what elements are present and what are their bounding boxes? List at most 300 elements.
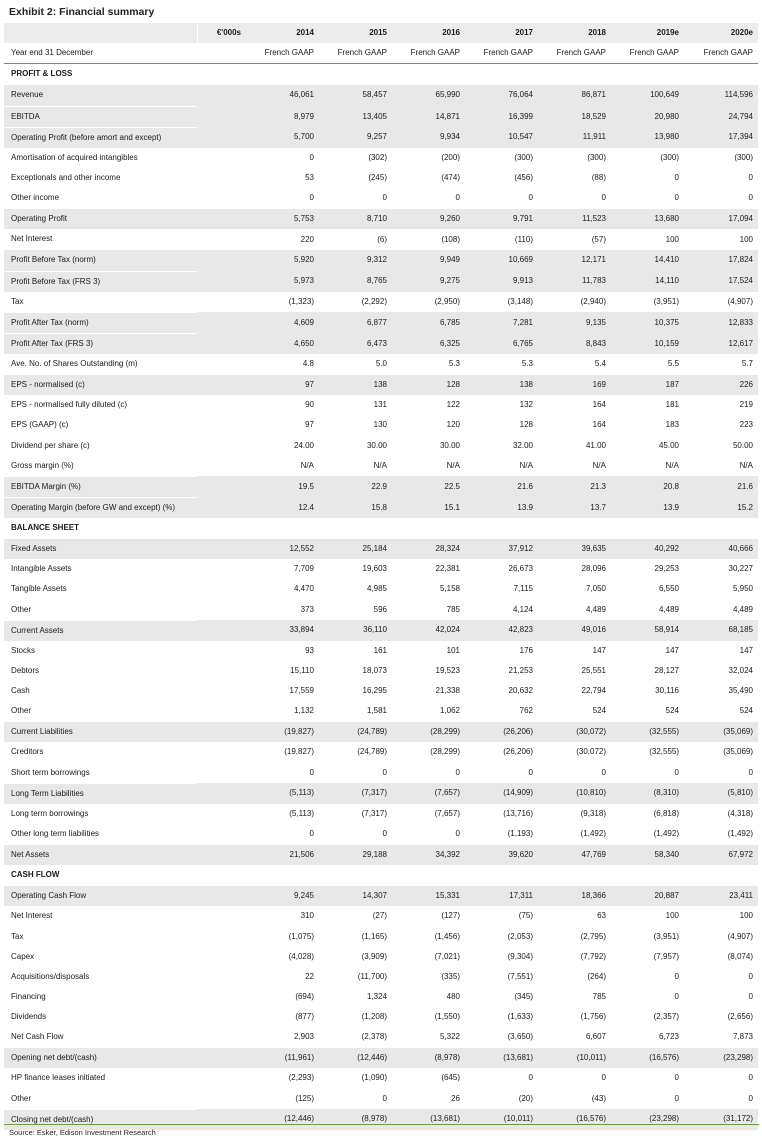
value-cell bbox=[684, 64, 758, 85]
year-header: 2017 bbox=[465, 23, 538, 43]
value-cell: 6,877 bbox=[319, 312, 392, 333]
value-cell: (19,827) bbox=[246, 722, 319, 743]
value-cell: (23,298) bbox=[611, 1109, 684, 1130]
exhibit-title: Exhibit 2: Financial summary bbox=[9, 6, 155, 18]
value-cell: 13,405 bbox=[319, 106, 392, 127]
value-cell: (300) bbox=[684, 148, 758, 168]
value-cell: 30,227 bbox=[684, 559, 758, 579]
value-cell: 9,257 bbox=[319, 127, 392, 148]
unit-cell bbox=[197, 947, 246, 967]
value-cell: 164 bbox=[538, 415, 611, 435]
value-cell: 97 bbox=[246, 415, 319, 435]
row-label: Net Interest bbox=[4, 229, 197, 250]
value-cell: 86,871 bbox=[538, 85, 611, 106]
row-label: Long term borrowings bbox=[4, 804, 197, 824]
value-cell: (4,318) bbox=[684, 804, 758, 824]
value-cell: N/A bbox=[611, 456, 684, 477]
value-cell: 5.5 bbox=[611, 354, 684, 375]
value-cell: 45.00 bbox=[611, 436, 684, 456]
source-note: Source: Esker, Edison Investment Research bbox=[4, 1124, 759, 1141]
unit-cell bbox=[197, 906, 246, 926]
value-cell bbox=[684, 518, 758, 539]
value-cell: (2,950) bbox=[392, 292, 465, 313]
value-cell: 596 bbox=[319, 600, 392, 621]
value-cell: 101 bbox=[392, 641, 465, 661]
value-cell: 132 bbox=[465, 395, 538, 415]
value-cell: 7,281 bbox=[465, 312, 538, 333]
value-cell: 9,934 bbox=[392, 127, 465, 148]
value-cell: 25,184 bbox=[319, 539, 392, 560]
value-cell: 49,016 bbox=[538, 620, 611, 641]
value-cell: 5,973 bbox=[246, 271, 319, 292]
value-cell: 9,913 bbox=[465, 271, 538, 292]
unit-cell bbox=[197, 1048, 246, 1069]
value-cell: 10,547 bbox=[465, 127, 538, 148]
value-cell: (7,657) bbox=[392, 783, 465, 804]
value-cell: 17,311 bbox=[465, 886, 538, 907]
value-cell: (12,446) bbox=[246, 1109, 319, 1130]
unit-cell bbox=[197, 1007, 246, 1027]
value-cell: 6,607 bbox=[538, 1027, 611, 1048]
value-cell: N/A bbox=[246, 456, 319, 477]
row-label: Dividend per share (c) bbox=[4, 436, 197, 456]
value-cell: (474) bbox=[392, 168, 465, 188]
value-cell: 12.4 bbox=[246, 497, 319, 518]
unit-cell bbox=[197, 579, 246, 599]
row-label: Profit Before Tax (norm) bbox=[4, 250, 197, 271]
value-cell: 30,116 bbox=[611, 681, 684, 701]
value-cell: (19,827) bbox=[246, 742, 319, 762]
row-label: Exceptionals and other income bbox=[4, 168, 197, 188]
value-cell: 76,064 bbox=[465, 85, 538, 106]
value-cell: 18,366 bbox=[538, 886, 611, 907]
row-label: Other bbox=[4, 600, 197, 621]
table-row bbox=[4, 415, 758, 435]
unit-cell bbox=[197, 927, 246, 947]
value-cell: (23,298) bbox=[684, 1048, 758, 1069]
unit-cell bbox=[197, 354, 246, 375]
value-cell: (28,299) bbox=[392, 722, 465, 743]
row-label: Gross margin (%) bbox=[4, 456, 197, 477]
value-cell: 5,920 bbox=[246, 250, 319, 271]
value-cell: (10,810) bbox=[538, 783, 611, 804]
value-cell: (200) bbox=[392, 148, 465, 168]
value-cell: (1,456) bbox=[392, 927, 465, 947]
value-cell: (1,492) bbox=[684, 824, 758, 845]
value-cell: 147 bbox=[538, 641, 611, 661]
table-row bbox=[4, 312, 758, 333]
value-cell: 169 bbox=[538, 375, 611, 396]
value-cell bbox=[611, 865, 684, 886]
value-cell: (1,090) bbox=[319, 1068, 392, 1088]
year-header: 2018 bbox=[538, 23, 611, 43]
value-cell: 0 bbox=[319, 824, 392, 845]
value-cell: 12,833 bbox=[684, 312, 758, 333]
table-row bbox=[4, 701, 758, 722]
value-cell: 41.00 bbox=[538, 436, 611, 456]
unit-cell bbox=[197, 271, 246, 292]
value-cell: 5,322 bbox=[392, 1027, 465, 1048]
year-header: 2020e bbox=[684, 23, 758, 43]
value-cell: 42,823 bbox=[465, 620, 538, 641]
value-cell: (30,072) bbox=[538, 742, 611, 762]
table-row bbox=[4, 641, 758, 661]
value-cell bbox=[246, 865, 319, 886]
value-cell: 0 bbox=[246, 148, 319, 168]
value-cell: (7,317) bbox=[319, 804, 392, 824]
unit-cell bbox=[197, 64, 246, 85]
row-label: Fixed Assets bbox=[4, 539, 197, 560]
table-row bbox=[4, 85, 758, 106]
value-cell: 100 bbox=[611, 906, 684, 926]
value-cell: 28,127 bbox=[611, 661, 684, 681]
value-cell bbox=[319, 518, 392, 539]
value-cell: 4.8 bbox=[246, 354, 319, 375]
value-cell: (12,446) bbox=[319, 1048, 392, 1069]
value-cell: 30.00 bbox=[392, 436, 465, 456]
value-cell: 13,680 bbox=[611, 209, 684, 230]
value-cell: (5,810) bbox=[684, 783, 758, 804]
row-label: Operating Margin (before GW and except) (%) bbox=[4, 497, 197, 518]
value-cell: (26,206) bbox=[465, 742, 538, 762]
value-cell: (75) bbox=[465, 906, 538, 926]
value-cell: (2,795) bbox=[538, 927, 611, 947]
table-row bbox=[4, 250, 758, 271]
unit-cell bbox=[197, 559, 246, 579]
value-cell bbox=[392, 64, 465, 85]
value-cell: 0 bbox=[392, 188, 465, 209]
value-cell: 16,295 bbox=[319, 681, 392, 701]
value-cell: 12,171 bbox=[538, 250, 611, 271]
value-cell: 0 bbox=[465, 1068, 538, 1088]
subheader-row bbox=[4, 43, 758, 64]
value-cell: (8,978) bbox=[319, 1109, 392, 1130]
value-cell: 147 bbox=[611, 641, 684, 661]
value-cell: (694) bbox=[246, 987, 319, 1007]
value-cell: 1,324 bbox=[319, 987, 392, 1007]
value-cell: (35,069) bbox=[684, 742, 758, 762]
value-cell: 0 bbox=[538, 763, 611, 784]
value-cell: (1,075) bbox=[246, 927, 319, 947]
row-label: Other bbox=[4, 701, 197, 722]
value-cell: (5,113) bbox=[246, 783, 319, 804]
value-cell: 39,620 bbox=[465, 845, 538, 866]
table-row bbox=[4, 620, 758, 641]
table-row bbox=[4, 271, 758, 292]
value-cell: 24,794 bbox=[684, 106, 758, 127]
unit-cell bbox=[197, 85, 246, 106]
value-cell: (2,293) bbox=[246, 1068, 319, 1088]
section-label: CASH FLOW bbox=[4, 865, 197, 886]
value-cell: 6,723 bbox=[611, 1027, 684, 1048]
value-cell: 68,185 bbox=[684, 620, 758, 641]
value-cell: 128 bbox=[465, 415, 538, 435]
value-cell: 9,260 bbox=[392, 209, 465, 230]
value-cell: (1,165) bbox=[319, 927, 392, 947]
value-cell: 7,050 bbox=[538, 579, 611, 599]
unit-cell bbox=[197, 209, 246, 230]
value-cell: 785 bbox=[392, 600, 465, 621]
value-cell: 17,524 bbox=[684, 271, 758, 292]
accounting-basis: French GAAP bbox=[684, 43, 758, 64]
unit-cell bbox=[197, 188, 246, 209]
value-cell: 4,489 bbox=[538, 600, 611, 621]
unit-cell bbox=[197, 1068, 246, 1088]
value-cell: (110) bbox=[465, 229, 538, 250]
unit-cell bbox=[197, 886, 246, 907]
value-cell: (7,021) bbox=[392, 947, 465, 967]
value-cell: (1,550) bbox=[392, 1007, 465, 1027]
value-cell: 8,843 bbox=[538, 333, 611, 354]
value-cell: 4,470 bbox=[246, 579, 319, 599]
value-cell: 9,275 bbox=[392, 271, 465, 292]
value-cell: 138 bbox=[465, 375, 538, 396]
unit-cell bbox=[197, 229, 246, 250]
value-cell bbox=[611, 64, 684, 85]
value-cell: 5.0 bbox=[319, 354, 392, 375]
value-cell: 32,024 bbox=[684, 661, 758, 681]
row-label: Acquisitions/disposals bbox=[4, 967, 197, 987]
value-cell: 21,253 bbox=[465, 661, 538, 681]
row-label: Creditors bbox=[4, 742, 197, 762]
value-cell: (245) bbox=[319, 168, 392, 188]
unit-cell bbox=[197, 148, 246, 168]
value-cell: (10,011) bbox=[465, 1109, 538, 1130]
value-cell: 37,912 bbox=[465, 539, 538, 560]
row-label: Operating Cash Flow bbox=[4, 886, 197, 907]
unit-cell bbox=[197, 415, 246, 435]
row-label: Stocks bbox=[4, 641, 197, 661]
value-cell: 26 bbox=[392, 1089, 465, 1110]
value-cell: 4,489 bbox=[611, 600, 684, 621]
value-cell: 17,094 bbox=[684, 209, 758, 230]
value-cell: 0 bbox=[246, 824, 319, 845]
value-cell: 6,550 bbox=[611, 579, 684, 599]
table-row bbox=[4, 987, 758, 1007]
row-label: Tangible Assets bbox=[4, 579, 197, 599]
table-row bbox=[4, 456, 758, 477]
table-row bbox=[4, 1027, 758, 1048]
value-cell: 0 bbox=[684, 188, 758, 209]
value-cell: 1,132 bbox=[246, 701, 319, 722]
value-cell: 0 bbox=[246, 763, 319, 784]
row-label: Opening net debt/(cash) bbox=[4, 1048, 197, 1069]
year-header: 2014 bbox=[246, 23, 319, 43]
table-row bbox=[4, 579, 758, 599]
row-label: Revenue bbox=[4, 85, 197, 106]
value-cell: 14,410 bbox=[611, 250, 684, 271]
table-row bbox=[4, 1089, 758, 1110]
value-cell: 0 bbox=[684, 168, 758, 188]
row-label: Net Assets bbox=[4, 845, 197, 866]
value-cell: 6,785 bbox=[392, 312, 465, 333]
value-cell: (2,053) bbox=[465, 927, 538, 947]
value-cell: 63 bbox=[538, 906, 611, 926]
unit-cell bbox=[197, 641, 246, 661]
value-cell: 32.00 bbox=[465, 436, 538, 456]
value-cell: 15.8 bbox=[319, 497, 392, 518]
value-cell: 97 bbox=[246, 375, 319, 396]
value-cell: (8,978) bbox=[392, 1048, 465, 1069]
row-label: Current Assets bbox=[4, 620, 197, 641]
value-cell: 0 bbox=[684, 1068, 758, 1088]
table-row bbox=[4, 229, 758, 250]
table-row bbox=[4, 127, 758, 148]
value-cell bbox=[392, 518, 465, 539]
row-label: Current Liabilities bbox=[4, 722, 197, 743]
unit-cell bbox=[197, 168, 246, 188]
value-cell: (7,657) bbox=[392, 804, 465, 824]
value-cell: (13,716) bbox=[465, 804, 538, 824]
value-cell: (2,378) bbox=[319, 1027, 392, 1048]
value-cell: 58,457 bbox=[319, 85, 392, 106]
value-cell: (300) bbox=[465, 148, 538, 168]
value-cell: 0 bbox=[611, 987, 684, 1007]
value-cell: (31,172) bbox=[684, 1109, 758, 1130]
value-cell: 5.3 bbox=[392, 354, 465, 375]
unit-cell bbox=[197, 127, 246, 148]
value-cell: 17,824 bbox=[684, 250, 758, 271]
value-cell bbox=[465, 865, 538, 886]
value-cell: (3,951) bbox=[611, 292, 684, 313]
value-cell: (6,818) bbox=[611, 804, 684, 824]
value-cell: 67,972 bbox=[684, 845, 758, 866]
value-cell: (1,193) bbox=[465, 824, 538, 845]
unit-cell bbox=[197, 967, 246, 987]
unit-cell bbox=[197, 333, 246, 354]
value-cell: (32,555) bbox=[611, 742, 684, 762]
value-cell: 9,312 bbox=[319, 250, 392, 271]
value-cell: 11,911 bbox=[538, 127, 611, 148]
value-cell: 7,115 bbox=[465, 579, 538, 599]
value-cell: 13.7 bbox=[538, 497, 611, 518]
value-cell: 0 bbox=[611, 763, 684, 784]
row-label: EPS (GAAP) (c) bbox=[4, 415, 197, 435]
value-cell: (28,299) bbox=[392, 742, 465, 762]
unit-cell bbox=[197, 701, 246, 722]
value-cell: 100,649 bbox=[611, 85, 684, 106]
value-cell: 20,887 bbox=[611, 886, 684, 907]
value-cell: 9,245 bbox=[246, 886, 319, 907]
value-cell: (1,756) bbox=[538, 1007, 611, 1027]
row-label: Short term borrowings bbox=[4, 763, 197, 784]
value-cell bbox=[319, 64, 392, 85]
value-cell: 12,552 bbox=[246, 539, 319, 560]
table-row bbox=[4, 742, 758, 762]
value-cell: 0 bbox=[611, 1089, 684, 1110]
unit-cell bbox=[197, 845, 246, 866]
value-cell: 164 bbox=[538, 395, 611, 415]
row-label: Long Term Liabilities bbox=[4, 783, 197, 804]
value-cell: 0 bbox=[611, 168, 684, 188]
row-label: EBITDA bbox=[4, 106, 197, 127]
value-cell: 23,411 bbox=[684, 886, 758, 907]
unit-cell bbox=[197, 600, 246, 621]
table-row bbox=[4, 967, 758, 987]
row-label: Net Cash Flow bbox=[4, 1027, 197, 1048]
row-label: Amortisation of acquired intangibles bbox=[4, 148, 197, 168]
unit-cell bbox=[197, 661, 246, 681]
value-cell bbox=[538, 518, 611, 539]
value-cell: 5.4 bbox=[538, 354, 611, 375]
value-cell bbox=[684, 865, 758, 886]
value-cell: 40,292 bbox=[611, 539, 684, 560]
table-row bbox=[4, 886, 758, 907]
value-cell: 0 bbox=[611, 188, 684, 209]
value-cell: 42,024 bbox=[392, 620, 465, 641]
value-cell: 22,381 bbox=[392, 559, 465, 579]
unit-cell bbox=[197, 250, 246, 271]
value-cell: 1,062 bbox=[392, 701, 465, 722]
value-cell: 22 bbox=[246, 967, 319, 987]
value-cell: (127) bbox=[392, 906, 465, 926]
value-cell: 0 bbox=[538, 1068, 611, 1088]
row-label: Profit After Tax (FRS 3) bbox=[4, 333, 197, 354]
value-cell: 0 bbox=[684, 1089, 758, 1110]
value-cell: 29,253 bbox=[611, 559, 684, 579]
value-cell: 14,307 bbox=[319, 886, 392, 907]
row-label: Debtors bbox=[4, 661, 197, 681]
value-cell: 114,596 bbox=[684, 85, 758, 106]
year-header: 2019e bbox=[611, 23, 684, 43]
value-cell: 0 bbox=[538, 188, 611, 209]
unit-cell bbox=[197, 783, 246, 804]
table-row bbox=[4, 661, 758, 681]
value-cell: (35,069) bbox=[684, 722, 758, 743]
row-label: Tax bbox=[4, 927, 197, 947]
value-cell: 14,110 bbox=[611, 271, 684, 292]
value-cell: (4,028) bbox=[246, 947, 319, 967]
row-label: Net Interest bbox=[4, 906, 197, 926]
unit-cell bbox=[197, 824, 246, 845]
row-label: Operating Profit bbox=[4, 209, 197, 230]
table-row bbox=[4, 436, 758, 456]
value-cell: (32,555) bbox=[611, 722, 684, 743]
value-cell bbox=[465, 518, 538, 539]
value-cell: 0 bbox=[465, 763, 538, 784]
row-label: Dividends bbox=[4, 1007, 197, 1027]
value-cell: (645) bbox=[392, 1068, 465, 1088]
value-cell: 10,159 bbox=[611, 333, 684, 354]
value-cell: 24.00 bbox=[246, 436, 319, 456]
value-cell: (2,292) bbox=[319, 292, 392, 313]
table-row bbox=[4, 209, 758, 230]
value-cell: (16,576) bbox=[538, 1109, 611, 1130]
value-cell: 161 bbox=[319, 641, 392, 661]
value-cell: 13.9 bbox=[611, 497, 684, 518]
unit-cell bbox=[197, 476, 246, 497]
value-cell: 10,375 bbox=[611, 312, 684, 333]
value-cell: 9,791 bbox=[465, 209, 538, 230]
value-cell: 9,135 bbox=[538, 312, 611, 333]
value-cell: 15.1 bbox=[392, 497, 465, 518]
section-header-row bbox=[4, 518, 758, 539]
value-cell bbox=[246, 64, 319, 85]
row-label: Ave. No. of Shares Outstanding (m) bbox=[4, 354, 197, 375]
value-cell: 15.2 bbox=[684, 497, 758, 518]
unit-cell bbox=[197, 742, 246, 762]
row-label: Financing bbox=[4, 987, 197, 1007]
value-cell: (14,909) bbox=[465, 783, 538, 804]
value-cell: 19,603 bbox=[319, 559, 392, 579]
value-cell: 17,394 bbox=[684, 127, 758, 148]
financial-summary-table bbox=[4, 23, 758, 1130]
value-cell: 5.7 bbox=[684, 354, 758, 375]
value-cell: N/A bbox=[538, 456, 611, 477]
accounting-basis: French GAAP bbox=[465, 43, 538, 64]
value-cell: 13.9 bbox=[465, 497, 538, 518]
table-row bbox=[4, 783, 758, 804]
